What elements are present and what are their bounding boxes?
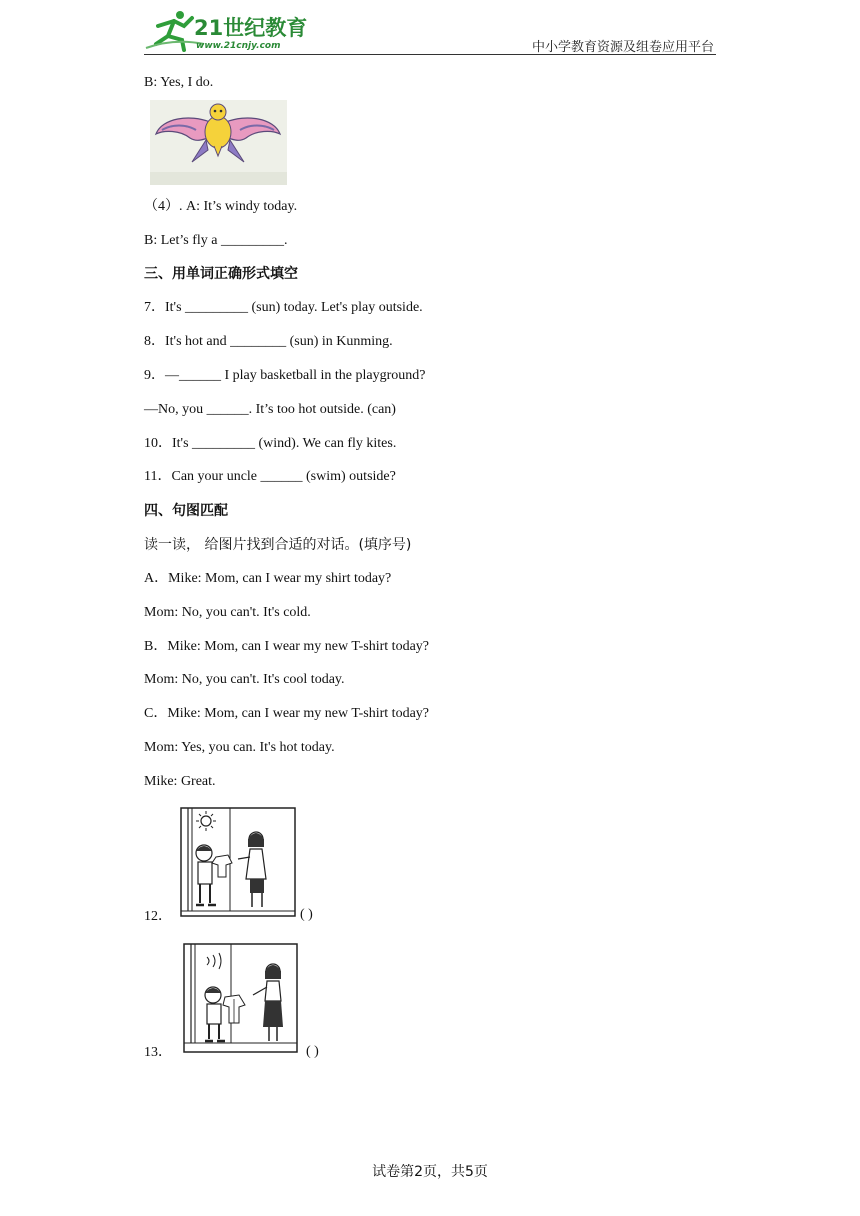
question-11: 11．Can your uncle ______ (swim) outside? <box>144 469 396 484</box>
picture-13 <box>183 943 298 1053</box>
dialog-c-mom: Mom: Yes, you can. It's hot today. <box>144 740 335 755</box>
dialog-c-mike-great: Mike: Great. <box>144 774 216 789</box>
question-7: 7．It's _________ (sun) today. Let's play outside. <box>144 300 423 315</box>
dialog-a-mike: A．Mike: Mom, can I wear my shirt today? <box>144 571 392 586</box>
question-13-label: 13． <box>144 1045 172 1060</box>
answer-12-paren[interactable]: ( ) <box>300 907 313 922</box>
picture-12 <box>180 807 296 917</box>
logo-text: 21世纪教育 <box>194 16 308 40</box>
platform-label: 中小学教育资源及组卷应用平台 <box>531 40 714 55</box>
logo-21cnjy <box>144 8 314 52</box>
page-footer: 试卷第2页，共5页 <box>372 1164 488 1180</box>
header-divider <box>144 54 716 55</box>
question-9-b: —No, you ______. It’s too hot outside. (can) <box>144 402 396 417</box>
dialog-line-b-yes: B: Yes, I do. <box>144 75 214 90</box>
kite-image <box>150 100 287 185</box>
answer-13-paren[interactable]: ( ) <box>306 1044 319 1059</box>
dialog-b-mike: B．Mike: Mom, can I wear my new T-shirt today? <box>144 639 430 654</box>
section-4-instruction: 读一读， 给图片找到合适的对话。(填序号) <box>144 537 412 553</box>
section-3-title: 三、用单词正确形式填空 <box>144 266 298 282</box>
section-4-title: 四、句图匹配 <box>144 503 228 519</box>
dialog-b-mom: Mom: No, you can't. It's cool today. <box>144 672 345 687</box>
dialog-a-mom: Mom: No, you can't. It's cold. <box>144 605 311 620</box>
logo-url: www.21cnjy.com <box>196 41 281 51</box>
question-8: 8．It's hot and ________ (sun) in Kunming. <box>144 334 393 349</box>
dialog-c-mike: C．Mike: Mom, can I wear my new T-shirt today? <box>144 706 430 721</box>
question-9-a: 9．—______ I play basketball in the playground? <box>144 368 426 383</box>
question-12-label: 12． <box>144 909 172 924</box>
page-header <box>144 8 716 56</box>
question-4-a: （4）. A: It’s windy today. <box>144 199 298 214</box>
question-10: 10．It's _________ (wind). We can fly kites. <box>144 436 397 451</box>
question-4-b: B: Let’s fly a _________. <box>144 233 288 248</box>
